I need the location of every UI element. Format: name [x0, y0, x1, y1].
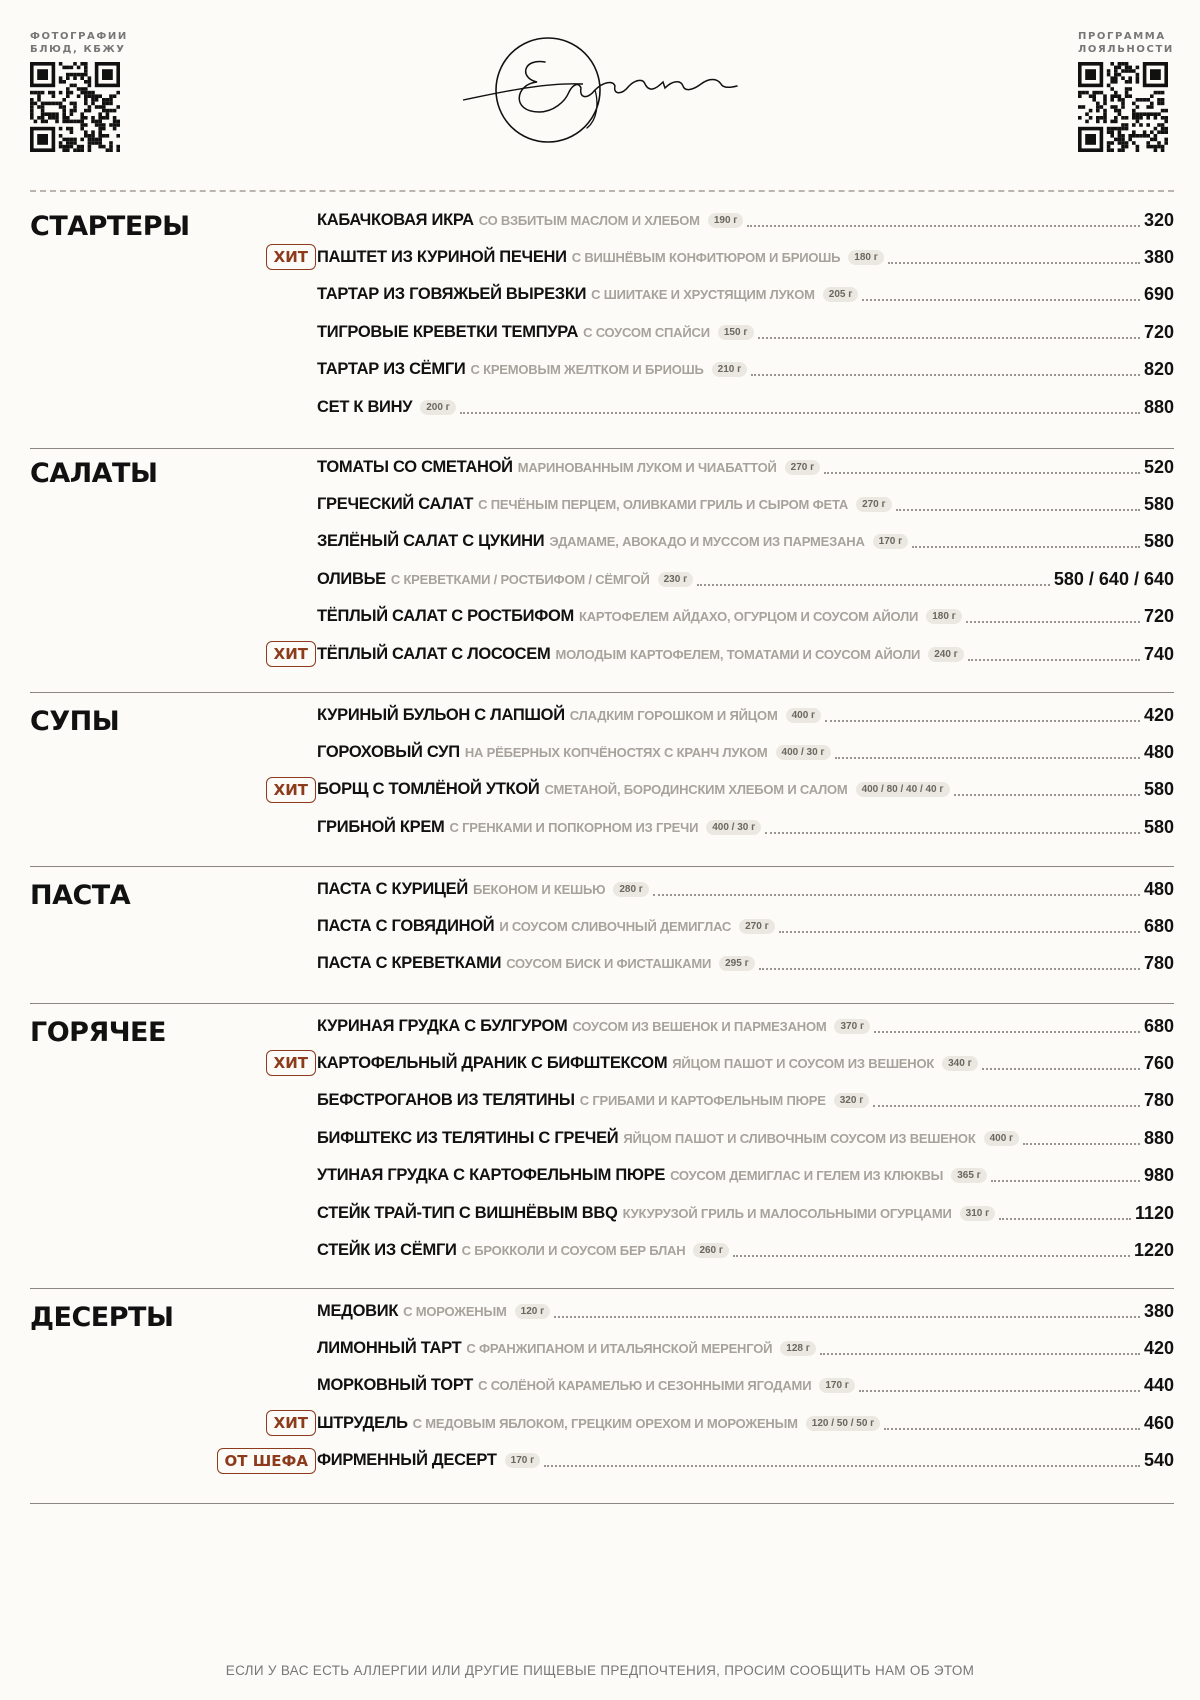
weight-pill: 205 г [823, 287, 859, 302]
dot-leader [765, 831, 1140, 834]
header-divider [30, 190, 1174, 192]
weight-pill: 170 г [505, 1453, 541, 1468]
menu-section [30, 866, 1174, 1004]
photos-qr-code-icon[interactable] [30, 62, 120, 152]
dish-name: СЕТ К ВИНУ [317, 397, 413, 416]
menu-item-row [317, 317, 1174, 347]
menu-item-row [317, 949, 1174, 979]
dot-leader [966, 620, 1140, 623]
dish-name: ОЛИВЬЕ [317, 569, 386, 588]
dish-name: БЕФСТРОГАНОВ ИЗ ТЕЛЯТИНЫ [317, 1091, 575, 1110]
menu-item [30, 949, 1174, 979]
photos-qr-block[interactable] [30, 30, 130, 152]
dot-leader [733, 1254, 1130, 1257]
menu-item-row [317, 1048, 1174, 1078]
dish-description: СОУСОМ ИЗ ВЕШЕНОК И ПАРМЕЗАНОМ [572, 1018, 827, 1034]
dish-price: 1120 [1134, 1202, 1174, 1223]
menu-item [30, 700, 1174, 730]
dish-price: 740 [1143, 643, 1174, 664]
dish-name: БОРЩ С ТОМЛЁНОЙ УТКОЙ [317, 780, 540, 799]
dish-price: 980 [1143, 1165, 1174, 1186]
menu-item-row [317, 1371, 1174, 1401]
dot-leader [991, 1179, 1140, 1182]
menu-item-row [317, 602, 1174, 632]
dish-price: 380 [1143, 1300, 1174, 1321]
menu-item [30, 527, 1174, 557]
dish-price: 440 [1143, 1375, 1174, 1396]
section-title: СУПЫ [30, 706, 120, 737]
logo [453, 28, 743, 158]
weight-pill: 400 г [984, 1131, 1020, 1146]
section-title: ДЕСЕРТЫ [30, 1302, 174, 1333]
dot-leader [873, 1104, 1140, 1107]
menu-item-row [317, 452, 1174, 482]
weight-pill: 240 г [928, 647, 964, 662]
dish-description: С МЕДОВЫМ ЯБЛОКОМ, ГРЕЦКИМ ОРЕХОМ И МОРОЖЕНЫМ [412, 1415, 798, 1431]
dish-price: 580 [1143, 816, 1174, 837]
dot-leader [747, 224, 1139, 227]
dish-price: 680 [1143, 915, 1174, 936]
weight-pill: 180 г [848, 250, 884, 265]
weight-pill: 120 г [515, 1304, 551, 1319]
dish-name: ТОМАТЫ СО СМЕТАНОЙ [317, 457, 513, 476]
loyalty-qr-block[interactable] [1078, 30, 1178, 152]
menu-item-row [317, 1198, 1174, 1228]
dot-leader [859, 1389, 1140, 1392]
menu-item [30, 392, 1174, 422]
weight-pill: 150 г [718, 325, 754, 340]
dish-description: С КРЕВЕТКАМИ / РОСТБИФОМ / СЁМГОЙ [390, 571, 650, 587]
chef-badge: ОТ ШЕФА [217, 1448, 316, 1474]
dish-description: КАРТОФЕЛЕМ АЙДАХО, ОГУРЦОМ И СОУСОМ АЙОЛИ [579, 609, 919, 625]
dish-name: ЗЕЛЁНЫЙ САЛАТ С ЦУКИНИ [317, 532, 545, 551]
dish-price: 680 [1143, 1015, 1174, 1036]
menu-item-row [317, 874, 1174, 904]
menu-item-row [317, 1408, 1174, 1438]
section-title: СТАРТЕРЫ [30, 211, 190, 242]
dish-description: С БРОККОЛИ И СОУСОМ БЕР БЛАН [461, 1242, 686, 1258]
dish-price: 420 [1143, 704, 1174, 725]
dish-price: 320 [1143, 209, 1174, 230]
dish-name: ТАРТАР ИЗ ГОВЯЖЬЕЙ ВЫРЕЗКИ [317, 285, 587, 304]
weight-pill: 200 г [420, 400, 456, 415]
menu-item-row [317, 205, 1174, 235]
hit-badge: ХИТ [266, 641, 316, 667]
menu-item [30, 639, 1174, 669]
dot-leader [982, 1067, 1140, 1070]
menu-item [30, 602, 1174, 632]
dish-description: СЛАДКИМ ГОРОШКОМ И ЯЙЦОМ [569, 707, 778, 723]
dish-name: ПАШТЕТ ИЗ КУРИНОЙ ПЕЧЕНИ [317, 247, 567, 266]
menu-item-row [317, 639, 1174, 669]
photos-qr-label: ФОТОГРАФИИ БЛЮД, КБЖУ [30, 31, 128, 55]
menu-item [30, 1408, 1174, 1438]
dish-price: 580 [1143, 531, 1174, 552]
weight-pill: 190 г [708, 213, 744, 228]
dish-name: ГРИБНОЙ КРЕМ [317, 817, 445, 836]
dot-leader [999, 1217, 1131, 1220]
dish-description: МОЛОДЫМ КАРТОФЕЛЕМ, ТОМАТАМИ И СОУСОМ АЙОЛИ [555, 646, 921, 662]
dish-description: ЯЙЦОМ ПАШОТ И СОУСОМ ИЗ ВЕШЕНОК [672, 1055, 935, 1071]
menu-item-row [317, 737, 1174, 767]
weight-pill: 180 г [926, 609, 962, 624]
menu-item-row [317, 1296, 1174, 1326]
menu-item [30, 911, 1174, 941]
dot-leader [825, 719, 1140, 722]
dot-leader [751, 373, 1140, 376]
menu-item [30, 242, 1174, 272]
dish-price: 820 [1143, 359, 1174, 380]
dish-price: 880 [1143, 1127, 1174, 1148]
hit-badge: ХИТ [266, 777, 316, 803]
dish-name: КУРИНЫЙ БУЛЬОН С ЛАПШОЙ [317, 705, 565, 724]
menu-section [30, 444, 1174, 693]
dot-leader [835, 756, 1140, 759]
menu-item [30, 874, 1174, 904]
menu-item-row [317, 775, 1174, 805]
dot-leader [862, 298, 1140, 301]
dish-description: ЭДАМАМЕ, АВОКАДО И МУССОМ ИЗ ПАРМЕЗАНА [549, 534, 865, 550]
dish-name: КАБАЧКОВАЯ ИКРА [317, 210, 474, 229]
menu-item-row [317, 700, 1174, 730]
weight-pill: 400 / 80 / 40 / 40 г [856, 782, 950, 797]
dish-name: ПАСТА С ГОВЯДИНОЙ [317, 916, 495, 935]
menu-item-row [317, 527, 1174, 557]
loyalty-qr-label: ПРОГРАММА ЛОЯЛЬНОСТИ [1078, 31, 1174, 55]
dish-name: ШТРУДЕЛЬ [317, 1413, 408, 1432]
dish-description: МАРИНОВАННЫМ ЛУКОМ И ЧИАБАТТОЙ [517, 459, 777, 475]
dish-description: И СОУСОМ СЛИВОЧНЫЙ ДЕМИГЛАС [499, 918, 732, 934]
menu-item-row [317, 1333, 1174, 1363]
menu-item-row [317, 1011, 1174, 1041]
dot-leader [758, 336, 1140, 339]
dot-leader [824, 471, 1140, 474]
weight-pill: 170 г [819, 1378, 855, 1393]
dish-price: 480 [1143, 878, 1174, 899]
hit-badge: ХИТ [266, 1410, 316, 1436]
dish-description: С СОУСОМ СПАЙСИ [583, 324, 710, 340]
dot-leader [1023, 1142, 1140, 1145]
dot-leader [460, 411, 1140, 414]
weight-pill: 260 г [693, 1243, 729, 1258]
dish-description: С МОРОЖЕНЫМ [403, 1303, 507, 1319]
dish-name: ПАСТА С КУРИЦЕЙ [317, 879, 468, 898]
weight-pill: 270 г [856, 497, 892, 512]
hit-badge: ХИТ [266, 244, 316, 270]
menu-item-row [317, 242, 1174, 272]
weight-pill: 295 г [719, 956, 755, 971]
weight-pill: 400 / 30 г [776, 745, 831, 760]
weight-pill: 365 г [951, 1168, 987, 1183]
weight-pill: 120 / 50 / 50 г [806, 1416, 881, 1431]
menu-item [30, 1235, 1174, 1265]
section-title: ПАСТА [30, 880, 131, 911]
dish-price: 690 [1143, 284, 1174, 305]
dot-leader [968, 658, 1140, 661]
dish-name: КУРИНАЯ ГРУДКА С БУЛГУРОМ [317, 1016, 568, 1035]
weight-pill: 280 г [613, 882, 649, 897]
dot-leader [697, 583, 1050, 586]
weight-pill: 128 г [780, 1341, 816, 1356]
dish-name: ТЁПЛЫЙ САЛАТ С ЛОСОСЕМ [317, 644, 551, 663]
dish-name: КАРТОФЕЛЬНЫЙ ДРАНИК С БИФШТЕКСОМ [317, 1053, 668, 1072]
menu-item [30, 1048, 1174, 1078]
menu-item-row [317, 1235, 1174, 1265]
dish-price: 720 [1143, 606, 1174, 627]
dish-description: НА РЁБЕРНЫХ КОПЧЁНОСТЯХ С КРАНЧ ЛУКОМ [464, 744, 768, 760]
dish-description: СМЕТАНОЙ, БОРОДИНСКИМ ХЛЕБОМ И САЛОМ [544, 782, 848, 798]
menu-item-row [317, 812, 1174, 842]
weight-pill: 170 г [873, 534, 909, 549]
menu-item-row [317, 564, 1174, 594]
weight-pill: 400 / 30 г [706, 820, 761, 835]
menu-item [30, 1161, 1174, 1191]
hit-badge: ХИТ [266, 1050, 316, 1076]
dish-name: МОРКОВНЫЙ ТОРТ [317, 1376, 474, 1395]
menu-item [30, 1333, 1174, 1363]
dot-leader [912, 545, 1140, 548]
dish-price: 460 [1143, 1412, 1174, 1433]
menu-item-row [317, 355, 1174, 385]
dish-description: С ВИШНЁВЫМ КОНФИТЮРОМ И БРИОШЬ [571, 249, 841, 265]
menu-item [30, 280, 1174, 310]
menu-item [30, 452, 1174, 482]
dish-description: БЕКОНОМ И КЕШЬЮ [472, 881, 606, 897]
dish-price: 880 [1143, 396, 1174, 417]
menu-section [30, 692, 1174, 867]
dish-description: С ПЕЧЁНЫМ ПЕРЦЕМ, ОЛИВКАМИ ГРИЛЬ И СЫРОМ ФЕТА [478, 496, 849, 512]
dish-price: 520 [1143, 456, 1174, 477]
menu-item-row [317, 280, 1174, 310]
dot-leader [884, 1427, 1140, 1430]
dish-description: С КРЕМОВЫМ ЖЕЛТКОМ И БРИОШЬ [470, 362, 704, 378]
dish-description: С СОЛЁНОЙ КАРАМЕЛЬЮ И СЕЗОННЫМИ ЯГОДАМИ [478, 1378, 812, 1394]
dish-price: 580 [1143, 779, 1174, 800]
dish-price: 380 [1143, 246, 1174, 267]
menu-item [30, 737, 1174, 767]
dot-leader [779, 930, 1140, 933]
dot-leader [896, 508, 1140, 511]
dish-price: 780 [1143, 1090, 1174, 1111]
dish-name: ГОРОХОВЫЙ СУП [317, 742, 460, 761]
dish-name: ПАСТА С КРЕВЕТКАМИ [317, 954, 502, 973]
weight-pill: 310 г [960, 1206, 996, 1221]
weight-pill: 270 г [785, 460, 821, 475]
menu-item [30, 1198, 1174, 1228]
menu-item-row [317, 489, 1174, 519]
dish-price: 1220 [1133, 1239, 1174, 1260]
dish-name: МЕДОВИК [317, 1301, 399, 1320]
section-title: САЛАТЫ [30, 458, 158, 489]
dish-price: 780 [1143, 953, 1174, 974]
menu-section [30, 1003, 1174, 1289]
menu-item [30, 205, 1174, 235]
dot-leader [554, 1315, 1140, 1318]
dish-price: 540 [1143, 1450, 1174, 1471]
dish-price: 420 [1143, 1337, 1174, 1358]
menu-section [30, 197, 1174, 449]
menu-item-row [317, 911, 1174, 941]
menu-item [30, 1446, 1174, 1476]
menu-item-row [317, 1086, 1174, 1116]
dot-leader [874, 1030, 1140, 1033]
dot-leader [653, 893, 1140, 896]
weight-pill: 270 г [739, 919, 775, 934]
menu-item [30, 1296, 1174, 1326]
dish-description: СОУСОМ БИСК И ФИСТАШКАМИ [506, 956, 712, 972]
dish-name: ЛИМОННЫЙ ТАРТ [317, 1338, 462, 1357]
dish-name: СТЕЙК ИЗ СЁМГИ [317, 1240, 457, 1259]
menu-item [30, 775, 1174, 805]
dish-name: СТЕЙК ТРАЙ-ТИП С ВИШНЁВЫМ BBQ [317, 1203, 618, 1222]
logo-emblem-icon [453, 28, 743, 158]
weight-pill: 230 г [658, 572, 694, 587]
dish-description: С ГРЕНКАМИ И ПОПКОРНОМ ИЗ ГРЕЧИ [449, 819, 699, 835]
dot-leader [888, 261, 1140, 264]
dish-price: 760 [1143, 1052, 1174, 1073]
dish-description: КУКУРУЗОЙ ГРИЛЬ И МАЛОСОЛЬНЫМИ ОГУРЦАМИ [622, 1205, 952, 1221]
menu-item [30, 1011, 1174, 1041]
dish-name: ТАРТАР ИЗ СЁМГИ [317, 360, 466, 379]
menu-item-row [317, 1446, 1174, 1476]
weight-pill: 320 г [834, 1093, 870, 1108]
menu-item-row [317, 1161, 1174, 1191]
menu-item-row [317, 392, 1174, 422]
weight-pill: 340 г [942, 1056, 978, 1071]
menu-item [30, 1371, 1174, 1401]
dish-price: 580 [1143, 493, 1174, 514]
dish-description: СОУСОМ ДЕМИГЛАС И ГЕЛЕМ ИЗ КЛЮКВЫ [670, 1168, 944, 1184]
dot-leader [544, 1464, 1140, 1467]
menu-item [30, 1123, 1174, 1153]
menu-section [30, 1288, 1174, 1504]
dish-name: БИФШТЕКС ИЗ ТЕЛЯТИНЫ С ГРЕЧЕЙ [317, 1128, 619, 1147]
dish-name: УТИНАЯ ГРУДКА С КАРТОФЕЛЬНЫМ ПЮРЕ [317, 1166, 666, 1185]
dish-price: 480 [1143, 741, 1174, 762]
loyalty-qr-code-icon[interactable] [1078, 62, 1168, 152]
dish-name: ФИРМЕННЫЙ ДЕСЕРТ [317, 1451, 497, 1470]
menu-item-row [317, 1123, 1174, 1153]
dish-description: СО ВЗБИТЫМ МАСЛОМ И ХЛЕБОМ [478, 212, 700, 228]
dot-leader [954, 793, 1140, 796]
dish-name: ГРЕЧЕСКИЙ САЛАТ [317, 494, 474, 513]
dish-name: ТЁПЛЫЙ САЛАТ С РОСТБИФОМ [317, 607, 574, 626]
menu-item [30, 812, 1174, 842]
dot-leader [820, 1352, 1140, 1355]
dish-description: С ШИИТАКЕ И ХРУСТЯЩИМ ЛУКОМ [591, 287, 815, 303]
dish-description: ЯЙЦОМ ПАШОТ И СЛИВОЧНЫМ СОУСОМ ИЗ ВЕШЕНОК [623, 1130, 976, 1146]
dish-price: 580 / 640 / 640 [1053, 568, 1174, 589]
dish-price: 720 [1143, 321, 1174, 342]
weight-pill: 400 г [786, 708, 822, 723]
dot-leader [759, 967, 1140, 970]
dish-description: С ГРИБАМИ И КАРТОФЕЛЬНЫМ ПЮРЕ [579, 1093, 826, 1109]
menu-item [30, 489, 1174, 519]
menu-item [30, 355, 1174, 385]
menu-item [30, 317, 1174, 347]
menu-item [30, 1086, 1174, 1116]
allergy-note: ЕСЛИ У ВАС ЕСТЬ АЛЛЕРГИИ ИЛИ ДРУГИЕ ПИЩЕВЫЕ ПРЕДПОЧТЕНИЯ, ПРОСИМ СООБЩИТЬ НАМ ОБ ЭТОМ [225, 1663, 975, 1678]
section-title: ГОРЯЧЕЕ [30, 1017, 166, 1048]
weight-pill: 210 г [712, 362, 748, 377]
dish-name: ТИГРОВЫЕ КРЕВЕТКИ ТЕМПУРА [317, 322, 579, 341]
menu-item [30, 564, 1174, 594]
dish-description: С ФРАНЖИПАНОМ И ИТАЛЬЯНСКОЙ МЕРЕНГОЙ [466, 1340, 773, 1356]
weight-pill: 370 г [834, 1019, 870, 1034]
